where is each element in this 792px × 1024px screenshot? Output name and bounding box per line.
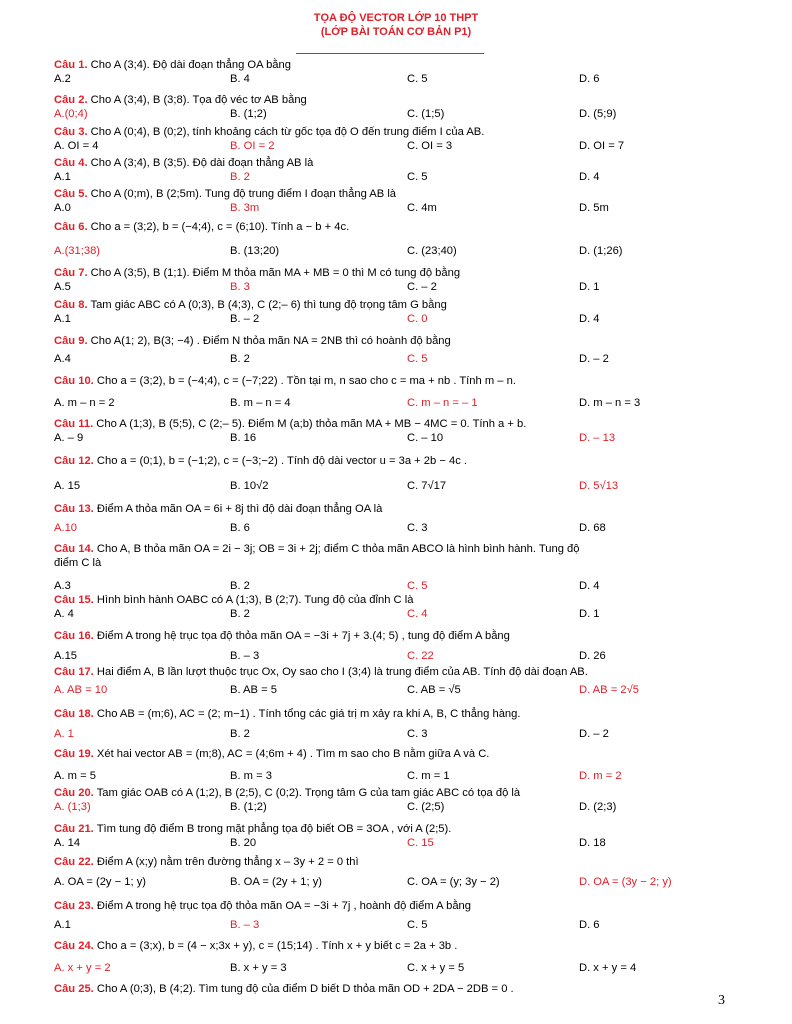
option-d: D. 18 — [579, 837, 606, 849]
question-text — [54, 594, 744, 607]
question-text — [54, 940, 744, 953]
question-label: Câu 7. — [54, 267, 88, 279]
option-a: A. 15 — [54, 480, 81, 492]
question-label: Câu 22. — [54, 856, 94, 868]
question-text — [54, 708, 744, 721]
question-stem: Cho A (1;3), B (5;5), C (2;– 5). Điểm M (a;b) thỏa mãn MA + MB − 4MC = 0. Tính a + b. — [93, 418, 527, 430]
question-label: Câu 15. — [54, 594, 94, 606]
option-d: D. 5√13 — [579, 480, 619, 492]
question-text — [54, 299, 744, 312]
question-label: Câu 12. — [54, 455, 94, 467]
question-text — [54, 335, 744, 348]
question-label: Câu 4. — [54, 157, 88, 169]
question-label: Câu 20. — [54, 787, 94, 799]
question-label: Câu 10. — [54, 375, 94, 387]
question-stem: Cho A (3;4), B (3;8). Tọa độ véc tơ AB bằng — [87, 94, 307, 106]
option-b: B. OI = 2 — [230, 140, 275, 152]
question-text — [54, 157, 744, 170]
option-d: D. (1;26) — [579, 245, 623, 257]
question-label: Câu 2. — [54, 94, 88, 106]
question-stem-continued: điểm C là — [54, 557, 102, 569]
question-label: Câu 6. — [54, 221, 88, 233]
option-a: A. OA = (2y − 1; y) — [54, 876, 147, 888]
option-c: C. (23;40) — [407, 245, 457, 257]
option-a: A.2 — [54, 73, 71, 85]
option-c: C. 4m — [407, 202, 437, 214]
option-c: C. x + y = 5 — [407, 962, 465, 974]
question-text — [54, 787, 744, 800]
option-a: A. (1;3) — [54, 801, 91, 813]
option-b: B. 20 — [230, 837, 257, 849]
option-a: A. x + y = 2 — [54, 962, 111, 974]
question-label: Câu 18. — [54, 708, 94, 720]
option-c: C. m = 1 — [407, 770, 450, 782]
option-c: C. 0 — [407, 313, 428, 325]
question-stem: Cho a = (3;2), b = (−4;4), c = (6;10). Tính a − b + 4c. — [87, 221, 350, 233]
option-d: D. (5;9) — [579, 108, 617, 120]
page-title: TỌA ĐỘ VECTOR LỚP 10 THPT — [313, 12, 479, 24]
option-c: C. AB = √5 — [407, 684, 461, 696]
question-stem: Cho A(1; 2), B(3; −4) . Điểm N thỏa mãn NA = 2NB thì có hoành độ bằng — [87, 335, 451, 347]
question-stem: Tìm tung độ điểm B trong mặt phẳng tọa độ biết OB = 3OA , với A (2;5). — [93, 823, 452, 835]
question-stem: Cho A, B thỏa mãn OA = 2i − 3j; OB = 3i + 2j; điểm C thỏa mãn ABCO là hình bình hành. Tung độ — [93, 543, 580, 555]
option-b: B. 3m — [230, 202, 260, 214]
option-b: B. 2 — [230, 608, 250, 620]
option-b: B. (13;20) — [230, 245, 280, 257]
option-c: C. 15 — [407, 837, 434, 849]
option-d: D. OI = 7 — [579, 140, 625, 152]
option-a: A. – 9 — [54, 432, 84, 444]
option-b: B. 6 — [230, 522, 250, 534]
option-d: D. 1 — [579, 608, 600, 620]
option-c: C. 7√17 — [407, 480, 447, 492]
question-stem: Hình bình hành OABC có A (1;3), B (2;7). Tung độ của đỉnh C là — [93, 594, 414, 606]
question-label: Câu 8. — [54, 299, 88, 311]
question-text — [54, 983, 744, 996]
question-label: Câu 3. — [54, 126, 88, 138]
option-a: A.5 — [54, 281, 71, 293]
question-text — [54, 455, 744, 468]
question-stem: Cho A (0;4), B (0;2), tính khoảng cách từ gốc tọa độ O đến trung điểm I của AB. — [87, 126, 485, 138]
option-d: D. – 2 — [579, 728, 609, 740]
question-text — [54, 94, 744, 107]
question-text — [54, 543, 744, 556]
question-text — [54, 188, 744, 201]
option-d: D. m – n = 3 — [579, 397, 641, 409]
question-stem: Cho A (0;m), B (2;5m). Tung độ trung điểm I đoạn thẳng AB là — [87, 188, 397, 200]
option-a: A. 4 — [54, 608, 74, 620]
option-b: B. 2 — [230, 580, 250, 592]
question-label: Câu 1. — [54, 59, 88, 71]
question-label: Câu 11. — [54, 418, 94, 430]
option-d: D. 6 — [579, 73, 600, 85]
option-a: A. 1 — [54, 728, 74, 740]
question-label: Câu 9. — [54, 335, 88, 347]
option-b: B. (1;2) — [230, 108, 267, 120]
option-d: D. 4 — [579, 580, 600, 592]
option-d: D. 6 — [579, 919, 600, 931]
option-c: C. – 2 — [407, 281, 437, 293]
option-d: D. 1 — [579, 281, 600, 293]
option-b: B. 3 — [230, 281, 250, 293]
question-label: Câu 23. — [54, 900, 94, 912]
option-c: C. 3 — [407, 728, 428, 740]
option-d: D. (2;3) — [579, 801, 617, 813]
question-stem: Cho A (3;4), B (3;5). Độ dài đoạn thẳng AB là — [87, 157, 314, 169]
option-b: B. 2 — [230, 728, 250, 740]
question-text — [54, 126, 744, 139]
option-b: B. 4 — [230, 73, 250, 85]
option-a: A.1 — [54, 919, 71, 931]
question-text — [54, 375, 744, 388]
question-text — [54, 666, 744, 679]
option-b: B. 16 — [230, 432, 257, 444]
option-c: C. 3 — [407, 522, 428, 534]
option-b: B. OA = (2y + 1; y) — [230, 876, 323, 888]
question-text — [54, 59, 744, 72]
option-a: A. OI = 4 — [54, 140, 99, 152]
question-stem: Tam giác ABC có A (0;3), B (4;3), C (2;– 6) thì tung độ trọng tâm G bằng — [87, 299, 447, 311]
question-text — [54, 900, 744, 913]
option-a: A.10 — [54, 522, 78, 534]
question-text — [54, 221, 744, 234]
question-label: Câu 19. — [54, 748, 94, 760]
option-c: C. 4 — [407, 608, 428, 620]
question-text — [54, 267, 744, 280]
option-b: B. – 2 — [230, 313, 260, 325]
option-b: B. AB = 5 — [230, 684, 277, 696]
option-d: D. 5m — [579, 202, 609, 214]
option-b: B. 2 — [230, 171, 250, 183]
option-b: B. (1;2) — [230, 801, 267, 813]
option-c: C. 5 — [407, 353, 428, 365]
question-label: Câu 21. — [54, 823, 94, 835]
option-c: C. (1;5) — [407, 108, 445, 120]
option-a: A. AB = 10 — [54, 684, 108, 696]
question-label: Câu 5. — [54, 188, 88, 200]
question-stem: Điểm A trong hệ trục tọa độ thỏa mãn OA = −3i + 7j + 3.(4; 5) , tung độ điểm A bằng — [93, 630, 510, 642]
question-stem: Cho a = (3;x), b = (4 − x;3x + y), c = (15;14) . Tính x + y biết c = 2a + 3b . — [93, 940, 458, 952]
option-c: C. 5 — [407, 580, 428, 592]
question-stem: Cho A (0;3), B (4;2). Tìm tung độ của điểm D biết D thỏa mãn OD + 2DA − 2DB = 0 . — [93, 983, 514, 995]
question-stem: Cho A (3;4). Độ dài đoạn thẳng OA bằng — [87, 59, 291, 71]
question-stem: Cho A (3;5), B (1;1). Điểm M thỏa mãn MA + MB = 0 thì M có tung độ bằng — [87, 267, 461, 279]
option-a: A.1 — [54, 171, 71, 183]
question-stem: Cho a = (3;2), b = (−4;4), c = (−7;22) . Tồn tại m, n sao cho c = ma + nb . Tính m – n. — [93, 375, 516, 387]
option-c: C. m – n = – 1 — [407, 397, 478, 409]
option-c: C. OI = 3 — [407, 140, 453, 152]
question-text — [54, 503, 744, 516]
option-d: D. 26 — [579, 650, 606, 662]
option-b: B. – 3 — [230, 919, 260, 931]
option-b: B. m – n = 4 — [230, 397, 291, 409]
question-text — [54, 418, 744, 431]
question-label: Câu 24. — [54, 940, 94, 952]
option-d: D. 68 — [579, 522, 606, 534]
option-c: C. 5 — [407, 171, 428, 183]
option-c: C. 5 — [407, 73, 428, 85]
option-d: D. m = 2 — [579, 770, 622, 782]
option-b: B. m = 3 — [230, 770, 272, 782]
question-stem: Cho AB = (m;6), AC = (2; m−1) . Tính tổng các giá trị m xảy ra khi A, B, C thẳng hàng. — [93, 708, 521, 720]
question-label: Câu 16. — [54, 630, 94, 642]
question-stem: Xét hai vector AB = (m;8), AC = (4;6m + 4) . Tìm m sao cho B nằm giữa A và C. — [93, 748, 490, 760]
option-d: D. – 13 — [579, 432, 616, 444]
option-c: C. 22 — [407, 650, 434, 662]
option-d: D. – 2 — [579, 353, 609, 365]
option-a: A. m – n = 2 — [54, 397, 115, 409]
option-b: B. 2 — [230, 353, 250, 365]
question-stem: Cho a = (0;1), b = (−1;2), c = (−3;−2) . Tính độ dài vector u = 3a + 2b − 4c . — [93, 455, 468, 467]
page-number: 3 — [718, 993, 725, 1008]
question-label: Câu 25. — [54, 983, 94, 995]
option-d: D. 4 — [579, 313, 600, 325]
option-b: B. – 3 — [230, 650, 260, 662]
option-c: C. OA = (y; 3y − 2) — [407, 876, 500, 888]
question-text — [54, 856, 744, 869]
title-divider — [296, 53, 484, 54]
option-d: D. 4 — [579, 171, 600, 183]
option-a: A.4 — [54, 353, 71, 365]
option-a: A.15 — [54, 650, 78, 662]
option-a: A. 14 — [54, 837, 81, 849]
option-d: D. AB = 2√5 — [579, 684, 639, 696]
option-a: A. m = 5 — [54, 770, 96, 782]
question-stem: Điểm A (x;y) nằm trên đường thẳng x – 3y + 2 = 0 thì — [93, 856, 359, 868]
question-label: Câu 17. — [54, 666, 94, 678]
question-text — [54, 823, 744, 836]
question-text — [54, 630, 744, 643]
page-subtitle: (LỚP BÀI TOÁN CƠ BẢN P1) — [320, 26, 472, 38]
option-a: A.(31;38) — [54, 245, 101, 257]
question-stem: Điểm A trong hệ trục tọa độ thỏa mãn OA = −3i + 7j , hoành độ điểm A bằng — [93, 900, 472, 912]
question-label: Câu 14. — [54, 543, 94, 555]
option-a: A.(0;4) — [54, 108, 88, 120]
question-stem: Điểm A thỏa mãn OA = 6i + 8j thì độ dài đoạn thẳng OA là — [93, 503, 383, 515]
option-a: A.0 — [54, 202, 71, 214]
option-a: A.3 — [54, 580, 71, 592]
question-stem: Hai điểm A, B lần lượt thuộc trục Ox, Oy sao cho I (3;4) là trung điểm của AB. Tính độ dài đoạn AB. — [93, 666, 588, 678]
option-d: D. x + y = 4 — [579, 962, 637, 974]
option-c: C. 5 — [407, 919, 428, 931]
question-stem: Tam giác OAB có A (1;2), B (2;5), C (0;2). Trọng tâm G của tam giác ABC có tọa độ là — [93, 787, 521, 799]
option-c: C. – 10 — [407, 432, 444, 444]
option-d: D. OA = (3y − 2; y) — [579, 876, 672, 888]
option-a: A.1 — [54, 313, 71, 325]
option-b: B. x + y = 3 — [230, 962, 287, 974]
question-label: Câu 13. — [54, 503, 94, 515]
option-c: C. (2;5) — [407, 801, 445, 813]
option-b: B. 10√2 — [230, 480, 269, 492]
question-text — [54, 748, 744, 761]
